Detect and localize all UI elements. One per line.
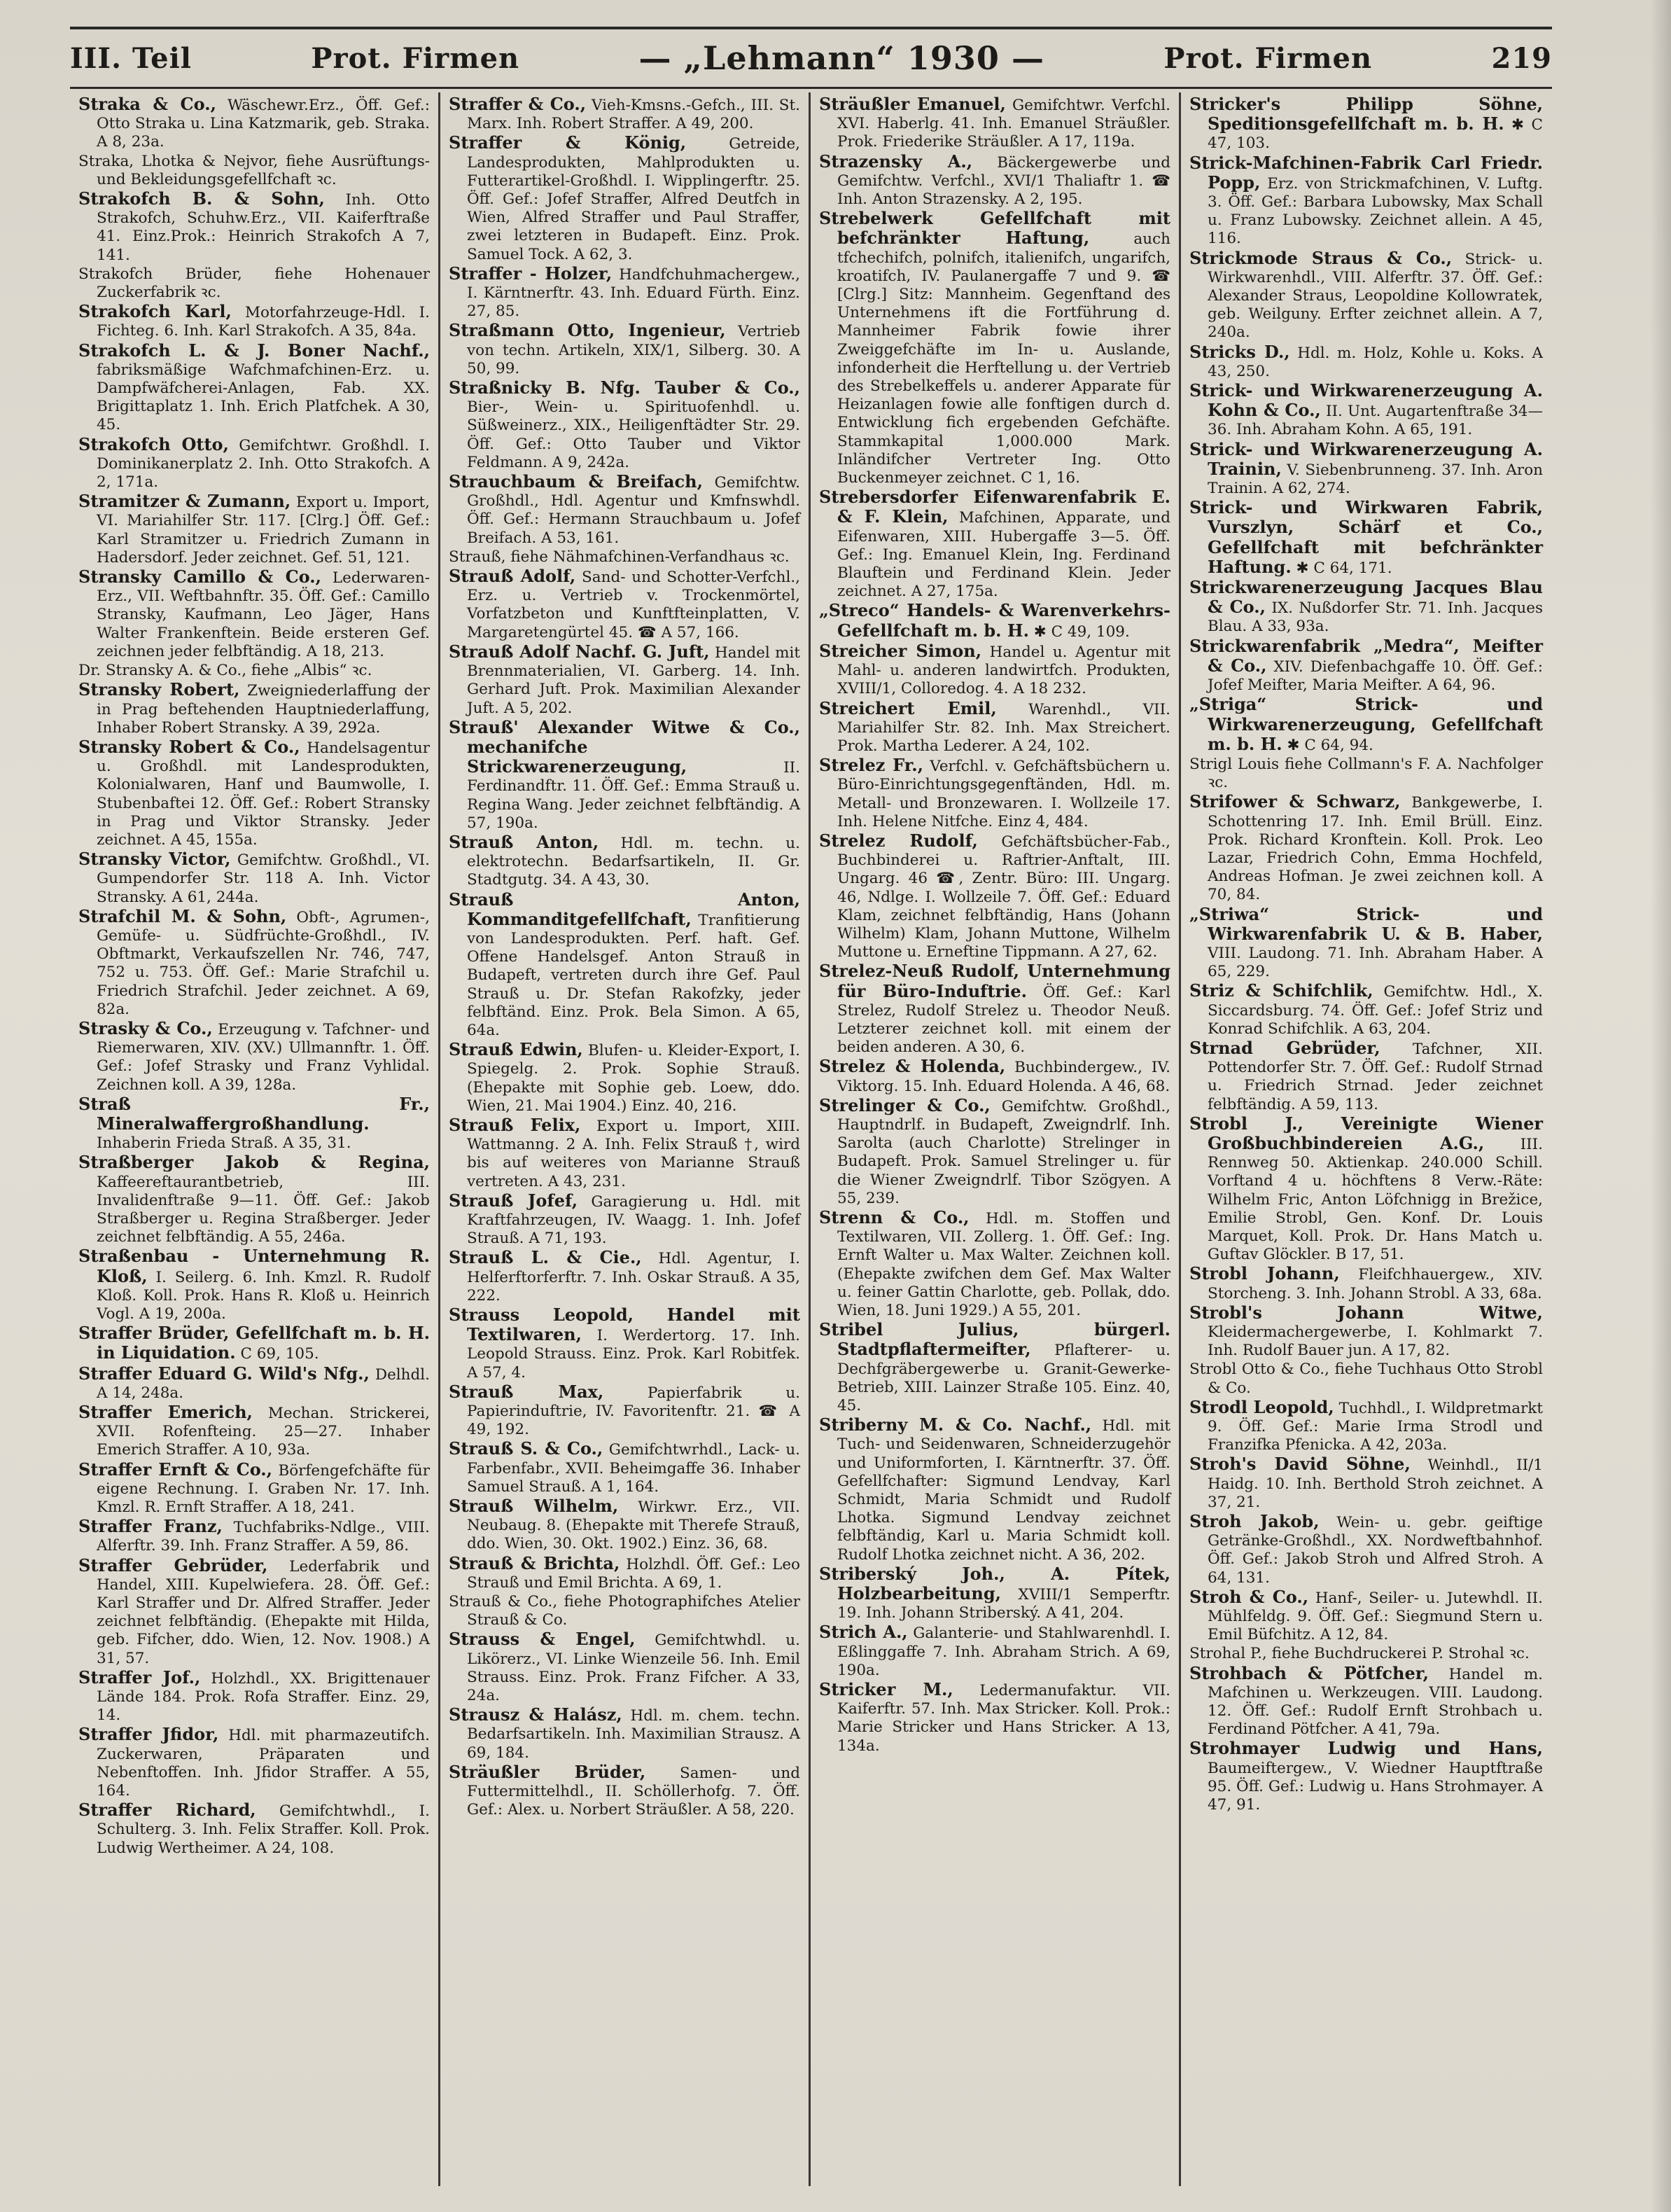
directory-entry (449, 548, 800, 566)
entry-details: Strohal P., fiehe Buchdruckerei P. Strohal ꝛc. (1189, 1645, 1530, 1663)
directory-entry (819, 1623, 1170, 1680)
directory-entry (1189, 1512, 1543, 1587)
directory-entry (449, 473, 800, 548)
directory-entry (449, 1383, 800, 1440)
firm-name: Strich A., (819, 1622, 908, 1643)
entry-details: Handelsagentur u. Großhdl. mit Landesprodukten, Kolonialwaren, Hanf und Baumwolle, I. Stubenbaftei 12. Öff. Gef.: Robert Stransky in Prag und Viktor Stransky. Jeder zeichnet. A 45, 155a. (97, 739, 431, 849)
directory-entry (819, 601, 1170, 641)
entry-details: Obft-, Agrumen-, Gemüfe- u. Südfrüchte-Großhdl., IV. Obftmarkt, Verkaufszellen Nr. 746, 747, 752 u. 753. Öff. Gef.: Marie Strafchil u. Friedrich Strafchil. Jeder zeichnet. A 69, 82a. (97, 908, 431, 1018)
directory-columns (70, 92, 1552, 2186)
entry-details: Gemifchtwhdl., I. Schulterg. 3. Inh. Felix Straffer. Koll. Prok. Ludwig Wertheimer. A 24, 108. (97, 1802, 430, 1857)
firm-name: Strauß Edwin, (449, 1039, 583, 1060)
directory-entry (78, 492, 430, 567)
entry-details: Strakofch Brüder, fiehe Hohenauer Zuckerfabrik ꝛc. (78, 265, 430, 302)
entry-details: Weinhdl., II/1 Haidg. 10. Inh. Berthold Stroh zeichnet. A 37, 21. (1208, 1456, 1543, 1511)
directory-entry (1189, 1039, 1543, 1114)
entry-details: Kaffeereftaurantbetrieb, III. Invalidenftraße 9—11. Öff. Gef.: Jakob Straßberger u. Regina Straßberger. Jeder zeichnet felbftändig. A 55, 246a. (97, 1173, 430, 1246)
firm-name: Strick-Mafchinen-Fabrik Carl Friedr. Popp, (1189, 152, 1543, 193)
directory-entry (449, 1041, 800, 1115)
firm-name: Strick- und Wirkwarenerzeugung A. Trainin, (1189, 438, 1543, 479)
firm-name: Straffer Jfidor, (78, 1724, 219, 1745)
directory-entry (449, 134, 800, 263)
firm-name: Stransky Robert & Co., (78, 736, 300, 757)
directory-entry (819, 1321, 1170, 1415)
header-rule (70, 87, 1552, 89)
firm-name: Strelinger & Co., (819, 1094, 991, 1115)
entry-details: Hdl. m. chem. techn. Bedarfsartikeln. Inh. Maximilian Strausz. A 69, 184. (467, 1707, 800, 1762)
directory-entry (1189, 1304, 1543, 1361)
firm-name: Strauß Adolf, (449, 566, 576, 587)
firm-name: Straß Fr., Mineralwaffergroßhandlung. (78, 1093, 430, 1134)
firm-name: Strelez-Neuß Rudolf, Unternehmung für Büro-Induftrie. (819, 961, 1170, 1001)
entry-details: Motorfahrzeuge-Hdl. I. Fichteg. 6. Inh. Karl Strakofch. A 35, 84a. (97, 304, 430, 340)
entry-details: auch tfchechifch, polnifch, italienifch, ungarifch, kroatifch, IV. Paulanergaffe 7 und 9. ☎ [Clrg.] Sitz: Mannheim. Gegenftand des Unternehmens ift die Fortführung d. Mannheimer Fabrik fowie ihrer Zweiggefchäfte im In- u. Auslande, infonderheit die Herftellung u. der Vertrieb des Strebelkeffels u. anderer Apparate für Heizanlagen fowie alle fonftigen durch d. Entwicklung fich ergebenden Gefchäfte. Stammkapital 1,000.000 Mark. Inländifcher Vertreter Ing. Otto Buckenmeyer zeichnet. C 1, 16. (837, 230, 1170, 487)
firm-name: Striberny M. & Co. Nachf., (819, 1414, 1092, 1435)
entry-details: Verfchl. v. Gefchäftsbüchern u. Büro-Einrichtungsgegenftänden, Hdl. m. Metall- und Bronzewaren. I. Wollzeile 17. Inh. Helene Nitfche. Einz 4, 484. (837, 758, 1170, 830)
directory-entry (819, 1416, 1170, 1564)
entry-details: Tafchner, XII. Pottendorfer Str. 7. Öff. Gef.: Rudolf Strnad u. Friedrich Strnad. Jeder zeichnet felbftändig. A 59, 113. (1208, 1040, 1543, 1113)
directory-entry (1189, 95, 1543, 153)
directory-entry (1189, 1455, 1543, 1512)
firm-name: Strelez & Holenda, (819, 1056, 1006, 1077)
directory-entry (449, 265, 800, 321)
directory-entry (78, 302, 430, 340)
firm-name: Strakofch B. & Sohn, (78, 188, 325, 209)
directory-entry (819, 832, 1170, 961)
firm-name: Stransky Robert, (78, 679, 240, 700)
entry-details: Hdl. mit pharmazeutifch. Zuckerwaren, Präparaten und Nebenftoffen. Inh. Jfidor Straffer. A 55, 164. (97, 1727, 430, 1800)
entry-details: Strauß & Co., fiehe Photographifches Atelier Strauß & Co. (449, 1593, 800, 1629)
entry-details: Ledermanufaktur. VII. Kaiferftr. 57. Inh. Max Stricker. Koll. Prok.: Marie Stricker und Hans Stricker. A 13, 134a. (837, 1682, 1170, 1755)
column-3 (811, 92, 1181, 2186)
directory-entry (819, 697, 1170, 756)
firm-name: Striz & Schifchlik, (1189, 980, 1373, 1001)
directory-entry (1189, 578, 1543, 637)
firm-name: Strausz & Halász, (449, 1704, 622, 1725)
directory-entry (449, 643, 800, 718)
directory-entry (449, 1440, 800, 1496)
directory-entry (1189, 1664, 1543, 1739)
entry-details: Samen- und Futtermittelhdl., II. Schöllerhofg. 7. Öff. Gef.: Alex. u. Norbert Sträußler. A 58, 220. (467, 1764, 800, 1819)
directory-entry (1189, 793, 1543, 904)
directory-entry (1189, 637, 1543, 695)
entry-details: Wäschewr.Erz., Öff. Gef.: Otto Straka u. Lina Katzmarik, geb. Straka. A 8, 23a. (97, 97, 431, 151)
entry-details: Hdl. m. techn. u. elektrotechn. Bedarfsartikeln, II. Gr. Stadtgutg. 34. A 43, 30. (467, 834, 800, 889)
entry-details: Öff. Gef.: Karl Strelez, Rudolf Strelez u. Theodor Neuß. Letzterer zeichnet koll. mit einem der beiden anderen. A 30, 6. (837, 983, 1170, 1057)
directory-entry (1189, 982, 1543, 1038)
directory-entry (1189, 1265, 1543, 1302)
firm-name: Stribel Julius, bürgerl. Stadtpflaftermeifter, (819, 1319, 1170, 1360)
firm-name: Strauchbaum & Breifach, (449, 471, 703, 492)
entry-details: Vertrieb von techn. Artikeln, XIX/1, Silberg. 30. A 50, 99. (467, 323, 801, 377)
directory-entry (819, 1094, 1170, 1208)
entry-details: Kleidermachergewerbe, I. Kohlmarkt 7. Inh. Rudolf Bauer jun. A 17, 82. (1208, 1323, 1543, 1360)
firm-name: Strick- und Wirkwarenerzeugung A. Kohn & Co., (1189, 380, 1543, 421)
directory-entry (819, 1565, 1170, 1623)
entry-details: XIV. Diefenbachgaffe 10. Öff. Gef.: Jofef Meifter, Maria Meifter. A 64, 96. (1208, 658, 1543, 695)
entry-details: Strigl Louis fiehe Collmann's F. A. Nachfolger ꝛc. (1189, 755, 1543, 792)
firm-name: Strick- und Wirkwaren Fabrik, Vurszlyn, Schärf et Co., Gefellfchaft mit befchränkter Haftung. (1189, 497, 1543, 577)
entry-details: Blufen- u. Kleider-Export, I. Spiegelg. 2. Prok. Sophie Strauß. (Ehepakte mit Sophie geb. Loew, ddo. Wien, 21. Mai 1904.) Einz. 40, 216. (467, 1042, 800, 1115)
firm-name: Sträußler Brüder, (449, 1761, 646, 1782)
directory-entry (1189, 1115, 1543, 1265)
directory-entry (819, 1681, 1170, 1755)
firm-name: Stramitzer & Zumann, (78, 491, 291, 512)
directory-entry (78, 1017, 430, 1094)
firm-name: Strazensky A., (819, 151, 973, 172)
firm-name: Straffer Gebrüder, (78, 1554, 268, 1575)
firm-name: Strauss Leopold, Handel mit Textilwaren, (449, 1305, 800, 1345)
firm-name: Straßnicky B. Nfg. Tauber & Co., (449, 377, 800, 398)
section-label-right: Prot. Firmen (1163, 41, 1373, 75)
entry-details: Tuchhdl., I. Wildpretmarkt 9. Öff. Gef.: Marie Irma Strodl und Franzifka Pfenicka. A 42, 203a. (1208, 1399, 1543, 1454)
directory-entry (1189, 1588, 1543, 1645)
firm-name: Straffer & Co., (449, 94, 587, 114)
entry-details: Zweigniederlaffung der in Prag beftehenden Hauptniederlaffung, Inhaber Robert Stransky. A 39, 292a. (97, 682, 430, 737)
firm-name: Strobl J., Vereinigte Wiener Großbuchbindereien A.G., (1189, 1113, 1543, 1153)
firm-name: Strebelwerk Gefellfchaft mit befchränkter Haftung, (819, 208, 1170, 249)
firm-name: Strelez Rudolf, (819, 830, 978, 851)
entry-details: Holzhdl., XX. Brigittenauer Lände 184. Prok. Rofa Straffer. Einz. 29, 14. (97, 1669, 430, 1725)
firm-name: Strafchil M. & Sohn, (78, 905, 287, 926)
directory-entry (449, 567, 800, 642)
entry-details: Wirkwr. Erz., VII. Neubaug. 8. (Ehepakte mit Therefe Strauß, ddo. Wien, 30. Okt. 1902.) Einz. 36, 68. (467, 1498, 800, 1553)
directory-entry (78, 850, 430, 907)
entry-details: C 69, 105. (235, 1345, 319, 1363)
firm-name: Strickwarenerzeugung Jacques Blau & Co., (1189, 577, 1543, 618)
firm-name: Streichert Emil, (819, 697, 997, 718)
entry-details: I. Seilerg. 6. Inh. Kmzl. R. Rudolf Kloß. Koll. Prok. Hans R. Kloß u. Heinrich Vogl. A 19, 200a. (97, 1268, 430, 1323)
entry-details: Garagierung u. Hdl. mit Kraftfahrzeugen, IV. Waagg. 1. Inh. Jofef Strauß. A 71, 193. (467, 1192, 800, 1248)
directory-entry (1189, 1361, 1543, 1397)
firm-name: Straffer Richard, (78, 1800, 256, 1821)
directory-entry (819, 153, 1170, 209)
entry-details: Mafchinen, Apparate, und Eifenwaren, XIII. Hubergaffe 3—5. Öff. Gef.: Ing. Emanuel Klein, Ing. Ferdinand Blauftein und Ferdinand Klein. Jeder zeichnet. A 27, 175a. (837, 509, 1170, 601)
entry-details: Warenhdl., VII. Mariahilfer Str. 82. Inh. Max Streichert. Prok. Martha Lederer. A 24, 102. (837, 700, 1170, 755)
entry-details: ✱ C 49, 109. (1028, 622, 1130, 641)
page-title: — „Lehmann“ 1930 — (638, 39, 1044, 77)
directory-entry (449, 891, 800, 1041)
top-rule (70, 27, 1552, 29)
directory-entry (449, 1248, 800, 1305)
directory-entry (78, 342, 430, 435)
entry-details: Dr. Stransky A. & Co., fiehe „Albis“ ꝛc. (78, 662, 372, 680)
entry-details: Mechan. Strickerei, XVII. Rofenfteing. 25—27. Inhaber Emerich Straffer. A 10, 93a. (97, 1405, 430, 1459)
firm-name: Strauß' Alexander Witwe & Co., mechanifche Strickwarenerzeugung, (449, 716, 800, 777)
firm-name: Stroh & Co., (1189, 1586, 1309, 1607)
entry-details: Hdl. m. Stoffen und Textilwaren, VII. Zollerg. 1. Öff. Gef.: Ing. Ernft Walter u. Max Walter. Zeichnen koll. (Ehepakte zwifchen dem Gef. Max Walter u. feiner Gattin Charlotte, geb. Pollak, ddo. Wien, 18. Juni 1929.) A 55, 201. (837, 1209, 1170, 1319)
entry-details: Galanterie- und Stahlwarenhdl. I. Eßlinggaffe 7. Inh. Abraham Strich. A 69, 190a. (837, 1625, 1170, 1679)
section-label-left: Prot. Firmen (311, 41, 520, 75)
firm-name: Straffer & König, (449, 132, 687, 153)
entry-details: VIII. Laudong. 71. Inh. Abraham Haber. A 65, 229. (1208, 944, 1543, 981)
directory-entry (819, 1206, 1170, 1320)
entry-details: Gemifchtwhdl. u. Likörerz., VI. Linke Wienzeile 56. Inh. Emil Strauss. Einz. Prok. Franz Fifcher. A 33, 24a. (467, 1632, 800, 1705)
directory-entry (819, 756, 1170, 831)
page-header (70, 34, 1552, 83)
entry-details: Export u. Import, VI. Mariahilfer Str. 117. [Clrg.] Öff. Gef.: Karl Stramitzer u. Friedrich Zumann in Hadersdorf. Jeder zeichnet. Gef. 51, 121. (97, 494, 431, 566)
directory-entry (449, 1630, 800, 1705)
firm-name: Strenn & Co., (819, 1206, 970, 1227)
directory-entry (819, 488, 1170, 601)
entry-details: Tranfitierung von Landesprodukten. Perf. haft. Gef. Offene Handelsgef. Anton Strauß in Budapeft, vertreten durch ihre Gef. Paul Strauß u. Dr. Stefan Rakofzky, jeder felbftänd. Einz. Prok. Bela Simon. A 65, 64a. (467, 911, 800, 1039)
directory-entry (78, 1365, 430, 1403)
firm-name: „Striwa“ Strick- und Wirkwarenfabrik U. & B. Haber, (1189, 903, 1543, 944)
firm-name: Strohbach & Pötfcher, (1189, 1662, 1429, 1683)
entry-details: Bäckergewerbe und Gemifchtw. Verfchl., XVI/1 Thaliaftr 1. ☎ Inh. Anton Strazensky. A 2, 195. (837, 153, 1170, 209)
entry-details: Handfchuhmachergew., I. Kärntnerftr. 43. Inh. Eduard Fürth. Einz. 27, 85. (467, 265, 801, 321)
directory-entry (78, 1554, 430, 1668)
firm-name: Strauß Anton, (449, 831, 599, 852)
entry-details: Straka, Lhotka & Nejvor, fiehe Ausrüftungs- und Bekleidungsgefellfchaft ꝛc. (78, 152, 430, 188)
entry-details: Baumeiftergew., V. Wiedner Hauptftraße 95. Öff. Gef.: Ludwig u. Hans Strohmayer. A 47, 91. (1208, 1759, 1544, 1814)
directory-entry (449, 95, 800, 133)
entry-details: III. Rennweg 50. Aktienkap. 240.000 Schill. Vorftand 4 u. höchftens 8 Verw.-Räte: Wilhelm Fric, Anton Löfchnigg in Brežice, Emilie Strobl, Gen. Konf. Dr. Louis Marquet, Koll. Prok. Dr. Hans Match u. Guftav Glöckler. B 17, 51. (1208, 1135, 1543, 1264)
entry-details: Strick- u. Wirkwarenhdl., VIII. Alferftr. 37. Öff. Gef.: Alexander Straus, Leopoldine Kollowratek, geb. Weilguny. Erfter zeichnet allein. A 7, 240a. (1208, 250, 1543, 342)
entry-details: Tuchfabriks-Ndlge., VIII. Alferftr. 39. Inh. Franz Straffer. A 59, 86. (97, 1519, 430, 1555)
directory-entry (1189, 756, 1543, 792)
firm-name: Straffer Emerich, (78, 1402, 253, 1423)
entry-details: Gemifchtwrhdl., Lack- u. Farbenfabr., XVII. Beheimgaffe 36. Inhaber Samuel Strauß. A 1, 164. (467, 1441, 801, 1496)
directory-entry (449, 379, 800, 472)
directory-entry (78, 433, 430, 492)
entry-details: Handel m. Mafchinen u. Werkzeugen. VIII. Laudong. 12. Öff. Gef.: Rudolf Ernft Strohbach u. Ferdinand Pötfcher. A 41, 79a. (1208, 1665, 1543, 1739)
firm-name: Straßberger Jakob & Regina, (78, 1152, 430, 1173)
entry-details: Gemifchtwr. Verfchl. XVI. Haberlg. 41. Inh. Emanuel Sträußler. Prok. Friederike Sträußler. A 17, 119a. (837, 97, 1170, 151)
directory-entry (449, 1763, 800, 1820)
firm-name: Strobl Johann, (1189, 1263, 1340, 1284)
entry-details: Export u. Import, XIII. Wattmanng. 2 A. Inh. Felix Strauß †, wird bis auf weiteres von Marianne Strauß vertreten. A 43, 231. (467, 1117, 801, 1190)
entry-details: Getreide, Landesprodukten, Mahlprodukten u. Futterartikel-Großhdl. I. Wipplingerftr. 25. Öff. Gef.: Jofef Straffer, Alfred Deutfch in Wien, Alfred Straffer und Paul Straffer, zwei letzteren in Budapeft. Einz. Prok. Samuel Tock. A 62, 3. (467, 135, 800, 263)
firm-name: Strebersdorfer Eifenwarenfabrik E. & F. Klein, (819, 487, 1170, 527)
firm-name: Stransky Camillo & Co., (78, 566, 321, 587)
firm-name: Stricker's Philipp Söhne, Speditionsgefellfchaft m. b. H. (1189, 94, 1543, 134)
entry-details: II. Ferdinandftr. 11. Öff. Gef.: Emma Strauß u. Regina Wang. Jeder zeichnet felbftändig. A 57, 190a. (467, 759, 800, 832)
entry-details: Wein- u. gebr. geiftige Getränke-Großhdl., XX. Nordweftbahnhof. Öff. Gef.: Jakob Stroh und Alfred Stroh. A 64, 131. (1208, 1514, 1543, 1587)
firm-name: Straßmann Otto, Ingenieur, (449, 320, 726, 341)
directory-entry (78, 662, 430, 680)
entry-details: Buchbindergew., IV. Viktorg. 15. Inh. Eduard Holenda. A 46, 68. (837, 1059, 1170, 1095)
entry-details: fabriksmäßige Wafchmafchinen-Erz. u. Dampfwäfcherei-Anlagen, Fab. XX. Brigittaplatz 1. Inh. Erich Platfchek. A 30, 45. (97, 361, 430, 434)
entry-details: Lederfabrik und Handel, XIII. Kupelwiefera. 28. Öff. Gef.: Karl Straffer und Dr. Alfred Straffer. Jeder zeichnet felbftändig. (Ehepakte mit Hilda, geb. Fifcher, ddo. Wien, 12. Nov. 1908.) A 31, 57. (97, 1557, 430, 1667)
firm-name: Straßenbau - Unternehmung R. Kloß, (78, 1246, 430, 1286)
entry-details: Holzhdl. Öff. Gef.: Leo Strauß und Emil Brichta. A 69, 1. (467, 1555, 801, 1592)
firm-name: Streicher Simon, (819, 640, 982, 661)
entry-details: IX. Nußdorfer Str. 71. Inh. Jacques Blau. A 33, 93a. (1208, 599, 1544, 636)
entry-details: Hdl. m. Holz, Kohle u. Koks. A 43, 250. (1208, 344, 1543, 380)
firm-name: Straffer Jof., (78, 1667, 201, 1688)
firm-name: Strasky & Co., (78, 1017, 213, 1038)
page-edge-shadow (1650, 0, 1671, 2212)
firm-name: Strifower & Schwarz, (1189, 791, 1401, 812)
entry-details: Pflafterer- u. Dechfgräbergewerbe u. Granit-Gewerke-Betrieb, XIII. Lainzer Straße 105. Einz. 40, 45. (837, 1342, 1170, 1415)
directory-entry (449, 1706, 800, 1762)
directory-entry (78, 1461, 430, 1517)
directory-entry (78, 1324, 430, 1363)
column-1 (70, 92, 440, 2186)
entry-details: Delhdl. A 14, 248a. (97, 1365, 430, 1402)
firm-name: Straffer Franz, (78, 1516, 223, 1537)
directory-entry (78, 1247, 430, 1323)
directory-entry (78, 265, 430, 302)
firm-name: Strauß Anton, Kommanditgefellfchaft, (449, 889, 800, 929)
directory-entry (449, 1497, 800, 1554)
directory-entry (78, 738, 430, 849)
entry-details: Strauß, fiehe Nähmafchinen-Verfandhaus ꝛc. (449, 548, 790, 566)
firm-name: Strauß S. & Co., (449, 1438, 603, 1459)
directory-entry (1189, 1739, 1543, 1814)
column-4 (1181, 92, 1551, 2186)
firm-name: Stricks D., (1189, 341, 1290, 362)
directory-entry (1189, 499, 1543, 578)
directory-entry (449, 1593, 800, 1629)
entry-details: Papierfabrik u. Papierinduftrie, IV. Favoritenftr. 21. ☎ A 49, 192. (467, 1384, 800, 1439)
firm-name: Stroh's David Söhne, (1189, 1454, 1411, 1475)
directory-entry (1189, 1645, 1543, 1663)
firm-name: Strauss & Engel, (449, 1629, 636, 1650)
firm-name: Strohmayer Ludwig und Hans, (1189, 1738, 1543, 1759)
directory-entry (78, 1095, 430, 1153)
entry-details: Gefchäftsbücher-Fab., Buchbinderei u. Raftrier-Anftalt, III. Ungarg. 46 ☎, Zentr. Büro: III. Ungarg. 46, Ndlge. I. Wollzeile 7. Öff. Gef.: Eduard Klam, zeichnet felbftändig, Hans (Johann Wilhelm) Klam, Johann Muttone, Wilhelm Muttone u. Erneftine Tippmann. A 27, 62. (837, 833, 1170, 961)
directory-entry (819, 209, 1170, 487)
firm-name: Strnad Gebrüder, (1189, 1037, 1380, 1058)
entry-details: Handel u. Agentur mit Mahl- u. anderen landwirtfch. Produkten, XVIII/1, Colloredog. 4. A 18 232. (837, 643, 1171, 698)
entry-details: Sand- und Schotter-Verfchl., Erz. u. Vertrieb v. Trockenmörtel, Vorfatzbeton und Kunftfteinplatten, V. Margaretengürtel 45. ☎ A 57, 166. (467, 569, 800, 641)
firm-name: Strauß Jofef, (449, 1190, 578, 1211)
firm-name: Strakofch L. & J. Boner Nachf., (78, 340, 430, 361)
entry-details: Lederwaren-Erz., VII. Weftbahnftr. 35. Öff. Gef.: Camillo Stransky, Kaufmann, Leo Jäger, Hans Walter Frankenftein. Beide ersteren Gef. zeichnen jeder felbftändig. A 18, 213. (97, 569, 430, 660)
firm-name: Straka & Co., (78, 94, 216, 114)
entry-details: Hdl. mit Tuch- und Seidenwaren, Schneiderzugehör und Uniformforten, I. Kärntnerftr. 37. Öff. Gefellfchafter: Sigmund Lendvay, Karl Schmidt, Maria Schmidt und Rudolf Lhotka. Sigmund Lendvay zeichnet felbftändig, Karl u. Maria Schmidt koll. Rudolf Lhotka zeichnet nicht. A 36, 202. (837, 1417, 1170, 1564)
entry-details: Inh. Otto Strakofch, Schuhw.Erz., VII. Kaiferftraße 41. Einz.Prok.: Heinrich Strakofch A 7, 141. (97, 191, 430, 264)
entry-details: ✱ C 64, 94. (1282, 736, 1373, 754)
entry-details: XVIII/1 Semperftr. 19. Inh. Johann Striberský. A 41, 204. (837, 1586, 1170, 1622)
firm-name: Stricker M., (819, 1679, 953, 1700)
part-label: III. Teil (70, 41, 192, 75)
firm-name: Strobl's Johann Witwe, (1189, 1302, 1543, 1323)
firm-name: Strauß Max, (449, 1381, 604, 1402)
directory-entry (1189, 905, 1543, 982)
firm-name: Straffer Brüder, Gefellfchaft m. b. H. in Liquidation. (78, 1323, 430, 1363)
firm-name: Straffer Ernft & Co., (78, 1459, 272, 1480)
directory-entry (1189, 249, 1543, 342)
directory-entry (1189, 695, 1543, 755)
firm-name: „Striga“ Strick- und Wirkwarenerzeugung, Gefellfchaft m. b. H. (1189, 694, 1543, 754)
firm-name: Strickwarenfabrik „Medra“, Meifter & Co., (1189, 635, 1543, 676)
directory-entry (78, 568, 430, 661)
entry-details: Gemifchtwr. Großhdl. I. Dominikanerplatz 2. Inh. Otto Strakofch. A 2, 171a. (97, 436, 430, 492)
directory-entry (449, 1554, 800, 1592)
entry-details: Hanf-, Seiler- u. Jutewhdl. II. Mühlfeldg. 9. Öff. Gef.: Siegmund Stern u. Emil Büfchitz. A 12, 84. (1208, 1589, 1544, 1644)
directory-entry (1189, 440, 1543, 499)
directory-entry (1189, 343, 1543, 381)
directory-entry (819, 1057, 1170, 1095)
directory-entry (78, 681, 430, 737)
entry-details: Gemifchtw. Großhdl., Hauptndrlf. in Budapeft, Zweigndrlf. Inh. Sarolta (auch Charlotte) Strelinger in Budapeft. Prok. Samuel Strelinger u. für die Wiener Zweigndrlf. Tibor Szögyen. A 55, 239. (837, 1097, 1170, 1207)
directory-entry (1189, 1398, 1543, 1455)
directory-entry (449, 833, 800, 890)
directory-entry (449, 718, 800, 833)
entry-details: ✱ C 64, 171. (1291, 559, 1392, 577)
directory-entry (819, 95, 1170, 152)
firm-name: Strauß Adolf Nachf. G. Juft, (449, 641, 710, 662)
entry-details: Gemifchtw. Großhdl., Hdl. Agentur und Kmfnswhdl. Öff. Gef.: Hermann Strauchbaum u. Jofef Breifach. A 53, 161. (467, 474, 800, 547)
entry-details: Börfengefchäfte für eigene Rechnung. I. Graben Nr. 17. Inh. Kmzl. R. Ernft Straffer. A 18, 241. (97, 1461, 430, 1517)
directory-entry (449, 1192, 800, 1248)
entry-details: ✱ C 47, 103. (1208, 116, 1543, 153)
entry-details: Erz. von Strickmafchinen, V. Luftg. 3. Öff. Gef.: Barbara Lubowsky, Max Schall u. Franz Lubowsky. Zeichnet allein. A 45, 116. (1208, 174, 1543, 248)
entry-details: I. Werdertorg. 17. Inh. Leopold Strauss. Einz. Prok. Karl Robitfek. A 57, 4. (467, 1327, 800, 1382)
directory-entry (819, 642, 1170, 699)
directory-entry (78, 1669, 430, 1725)
directory-entry (819, 962, 1170, 1057)
directory-entry (449, 1306, 800, 1382)
firm-name: Straffer Eduard G. Wild's Nfg., (78, 1363, 370, 1384)
firm-name: Strakofch Karl, (78, 301, 232, 322)
firm-name: Sträußler Emanuel, (819, 94, 1006, 114)
firm-name: Strauß L. & Cie., (449, 1247, 642, 1268)
directory-entry (1189, 382, 1543, 440)
directory-entry (1189, 154, 1543, 249)
directory-entry (78, 190, 430, 265)
firm-name: Straffer - Holzer, (449, 263, 613, 284)
entry-details: Bier-, Wein- u. Spirituofenhdl. u. Süßweinerz., XIX., Heiligenftädter Str. 29. Öff. Gef.: Otto Tauber und Viktor Feldmann. A 9, 242a. (467, 398, 800, 471)
firm-name: Strelez Fr., (819, 755, 923, 776)
entry-details: Strobl Otto & Co., fiehe Tuchhaus Otto Strobl & Co. (1189, 1361, 1543, 1397)
directory-entry (78, 1403, 430, 1460)
firm-name: Strauß & Brichta, (449, 1552, 620, 1573)
directory-entry (78, 1517, 430, 1555)
firm-name: Striberský Joh., A. Pítek, Holzbearbeitung, (819, 1563, 1170, 1604)
firm-name: Stransky Victor, (78, 849, 231, 870)
entry-details: Gemifchtw. Hdl., X. Siccardsburg. 74. Öff. Gef.: Jofef Striz und Konrad Schifchlik. A 63, 204. (1208, 983, 1543, 1038)
directory-entry (78, 1153, 430, 1246)
page-number: 219 (1491, 41, 1552, 75)
directory-entry (78, 1725, 430, 1800)
entry-details: Handel mit Brennmaterialien, VI. Garberg. 14. Inh. Gerhard Juft. Prok. Maximilian Alexander Juft. A 5, 202. (467, 644, 801, 717)
directory-entry (449, 1116, 800, 1191)
firm-name: Strodl Leopold, (1189, 1396, 1334, 1417)
entry-details: Gemifchtw. Großhdl., VI. Gumpendorfer Str. 118 A. Inh. Victor Stransky. A 61, 244a. (97, 851, 430, 906)
directory-entry (78, 95, 430, 152)
firm-name: Strakofch Otto, (78, 433, 229, 454)
entry-details: Fleifchhauergew., XIV. Storcheng. 3. Inh. Johann Strobl. A 33, 68a. (1208, 1266, 1543, 1302)
firm-name: Strauß Wilhelm, (449, 1496, 619, 1517)
entry-details: Inhaberin Frieda Straß. A 35, 31. (97, 1134, 351, 1153)
entry-details: Vieh-Kmsns.-Gefch., III. St. Marx. Inh. Robert Straffer. A 49, 200. (467, 97, 800, 133)
directory-entry (78, 1801, 430, 1858)
entry-details: Hdl. Agentur, I. Helferftorferftr. 7. Inh. Oskar Strauß. A 35, 222. (467, 1250, 800, 1305)
entry-details: II. Unt. Augartenftraße 34—36. Inh. Abraham Kohn. A 65, 191. (1208, 403, 1543, 439)
directory-entry (78, 153, 430, 189)
directory-entry (449, 321, 800, 378)
entry-details: V. Siebenbrunneng. 37. Inh. Aron Trainin. A 62, 274. (1208, 461, 1543, 498)
entry-details: Erzeugung v. Tafchner- und Riemerwaren, XIV. (XV.) Ullmannftr. 1. Öff. Gef.: Jofef Strasky und Franz Vyhlidal. Zeichnen koll. A 39, 128a. (97, 1020, 430, 1094)
directory-entry (78, 907, 430, 1019)
entry-details: Bankgewerbe, I. Schottenring 17. Inh. Emil Brüll. Einz. Prok. Richard Kronftein. Koll. Prok. Leo Lazar, Friedrich Cohn, Emma Hochfeld, Andreas Hofman. Je zwei zeichnen koll. A 70, 84. (1208, 794, 1543, 904)
firm-name: Strauß Felix, (449, 1114, 581, 1135)
firm-name: Stroh Jakob, (1189, 1511, 1320, 1532)
firm-name: „Streco“ Handels- & Warenverkehrs-Gefellfchaft m. b. H. (819, 600, 1170, 641)
firm-name: Strickmode Straus & Co., (1189, 247, 1453, 268)
column-2 (440, 92, 811, 2186)
